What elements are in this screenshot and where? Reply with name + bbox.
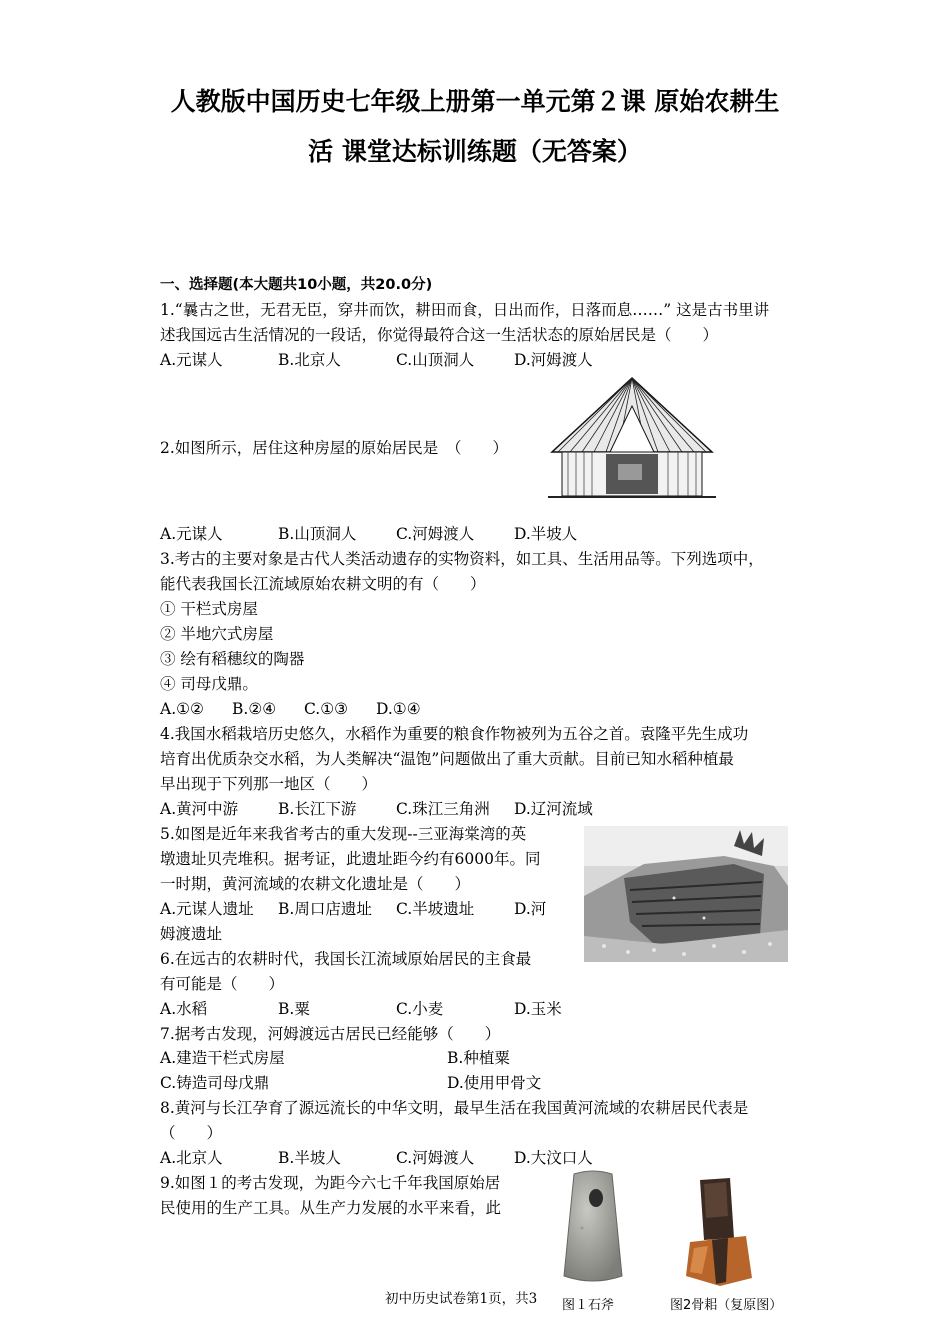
option-c: C.半坡遗址 [396, 900, 475, 918]
question-3-item3: ③ 绘有稻穗纹的陶器 [160, 650, 305, 668]
option-b: B.半坡人 [278, 1149, 341, 1167]
option-c: C.铸造司母戊鼎 [160, 1074, 270, 1092]
option-a: A.元谋人遗址 [160, 900, 254, 918]
option-b: B.粟 [278, 1000, 310, 1018]
thatched-hut-image [548, 376, 716, 500]
question-1-options [160, 348, 593, 372]
shell-mound-photo [584, 826, 788, 962]
question-3-item4: ④ 司母戊鼎。 [160, 675, 258, 693]
option-b: B.北京人 [278, 351, 341, 369]
option-c: C.①③ [304, 700, 349, 718]
question-4-line2: 培育出优质杂交水稻，为人类解决“温饱”问题做出了重大贡献。目前已知水稻种植最 [160, 750, 734, 768]
page-title-line2: 活 课堂达标训练题（无答案） [308, 137, 642, 166]
option-b: B.长江下游 [278, 800, 357, 818]
bone-spade-image [682, 1176, 756, 1288]
option-c: C.河姆渡人 [396, 525, 475, 543]
question-9-line1: 9.如图１的考古发现，为距今六七千年我国原始居 [160, 1174, 501, 1192]
question-6-line2: 有可能是（ ） [160, 975, 285, 993]
question-2-line1: 2.如图所示，居住这种房屋的原始居民是 （ ） [160, 439, 509, 457]
option-d: D.①④ [376, 700, 421, 718]
question-4-line3: 早出现于下列那一地区（ ） [160, 775, 378, 793]
stone-axe-image [552, 1168, 634, 1288]
question-8-options [160, 1146, 593, 1170]
option-c: C.河姆渡人 [396, 1149, 475, 1167]
question-7-options-row2 [160, 1071, 541, 1095]
question-5-line5: 姆渡遗址 [160, 925, 223, 943]
question-2-options [160, 522, 577, 546]
page-footer: 初中历史试卷第1页，共3 [385, 1291, 538, 1307]
option-b: B.种植粟 [447, 1049, 510, 1067]
question-4-line1: 4.我国水稻栽培历史悠久，水稻作为重要的粮食作物被列为五谷之首。袁隆平先生成功 [160, 725, 749, 743]
option-d: D.辽河流域 [514, 800, 593, 818]
question-5-line1: 5.如图是近年来我省考古的重大发现--三亚海棠湾的英 [160, 825, 527, 843]
option-b: B.②④ [232, 700, 277, 718]
question-5-line3: 一时期，黄河流域的农耕文化遗址是（ ） [160, 875, 471, 893]
question-3-item1: ① 干栏式房屋 [160, 600, 258, 618]
option-c: C.珠江三角洲 [396, 800, 490, 818]
question-9-line2: 民使用的生产工具。从生产力发展的水平来看，此 [160, 1199, 502, 1217]
option-d: D.河姆渡人 [514, 351, 593, 369]
option-c: C.小麦 [396, 1000, 444, 1018]
option-a: A.元谋人 [160, 525, 223, 543]
figure-1-caption: 图１石斧 [562, 1298, 615, 1313]
question-7-options-row1 [160, 1046, 510, 1070]
question-4-options [160, 797, 593, 821]
option-a: A.建造干栏式房屋 [160, 1049, 285, 1067]
page-title-line1: 人教版中国历史七年级上册第一单元第２课 原始农耕生 [170, 87, 780, 116]
option-d: D.玉米 [514, 1000, 562, 1018]
option-b: B.周口店遗址 [278, 900, 372, 918]
option-d: D.使用甲骨文 [447, 1074, 542, 1092]
question-6-line1: 6.在远古的农耕时代，我国长江流域原始居民的主食最 [160, 950, 532, 968]
section-heading: 一、选择题(本大题共10小题，共20.0分) [160, 277, 433, 293]
option-b: B.山顶洞人 [278, 525, 357, 543]
question-5-line2: 墩遗址贝壳堆积。据考证，此遗址距今约有6000年。同 [160, 850, 541, 868]
question-3-line2: 能代表我国长江流域原始农耕文明的有（ ） [160, 575, 486, 593]
question-1-line1: 1.“曩古之世，无君无臣，穿井而饮，耕田而食，日出而作，日落而息……” 这是古书里讲 [160, 301, 770, 319]
question-3-options [160, 697, 421, 721]
question-8-line2: （ ） [160, 1124, 223, 1142]
option-c: C.山顶洞人 [396, 351, 475, 369]
option-a: A.①② [160, 700, 204, 718]
figure-2-caption: 图2骨耜（复原图） [670, 1298, 783, 1313]
option-d: D.半坡人 [514, 525, 578, 543]
option-d: D.河 [514, 900, 547, 918]
question-7-line1: 7.据考古发现，河姆渡远古居民已经能够（ ） [160, 1025, 501, 1043]
question-6-options [160, 997, 562, 1021]
question-5-options [160, 897, 546, 921]
option-a: A.元谋人 [160, 351, 223, 369]
question-8-line1: 8.黄河与长江孕育了源远流长的中华文明，最早生活在我国黄河流域的农耕居民代表是 [160, 1099, 749, 1117]
option-a: A.水稻 [160, 1000, 208, 1018]
option-a: A.黄河中游 [160, 800, 239, 818]
question-3-item2: ② 半地穴式房屋 [160, 625, 274, 643]
question-1-line2: 述我国远古生活情况的一段话，你觉得最符合这一生活状态的原始居民是（ ） [160, 326, 719, 344]
option-a: A.北京人 [160, 1149, 223, 1167]
question-3-line1: 3.考古的主要对象是古代人类活动遗存的实物资料，如工具、生活用品等。下列选项中， [160, 550, 764, 568]
option-d: D.大汶口人 [514, 1149, 593, 1167]
